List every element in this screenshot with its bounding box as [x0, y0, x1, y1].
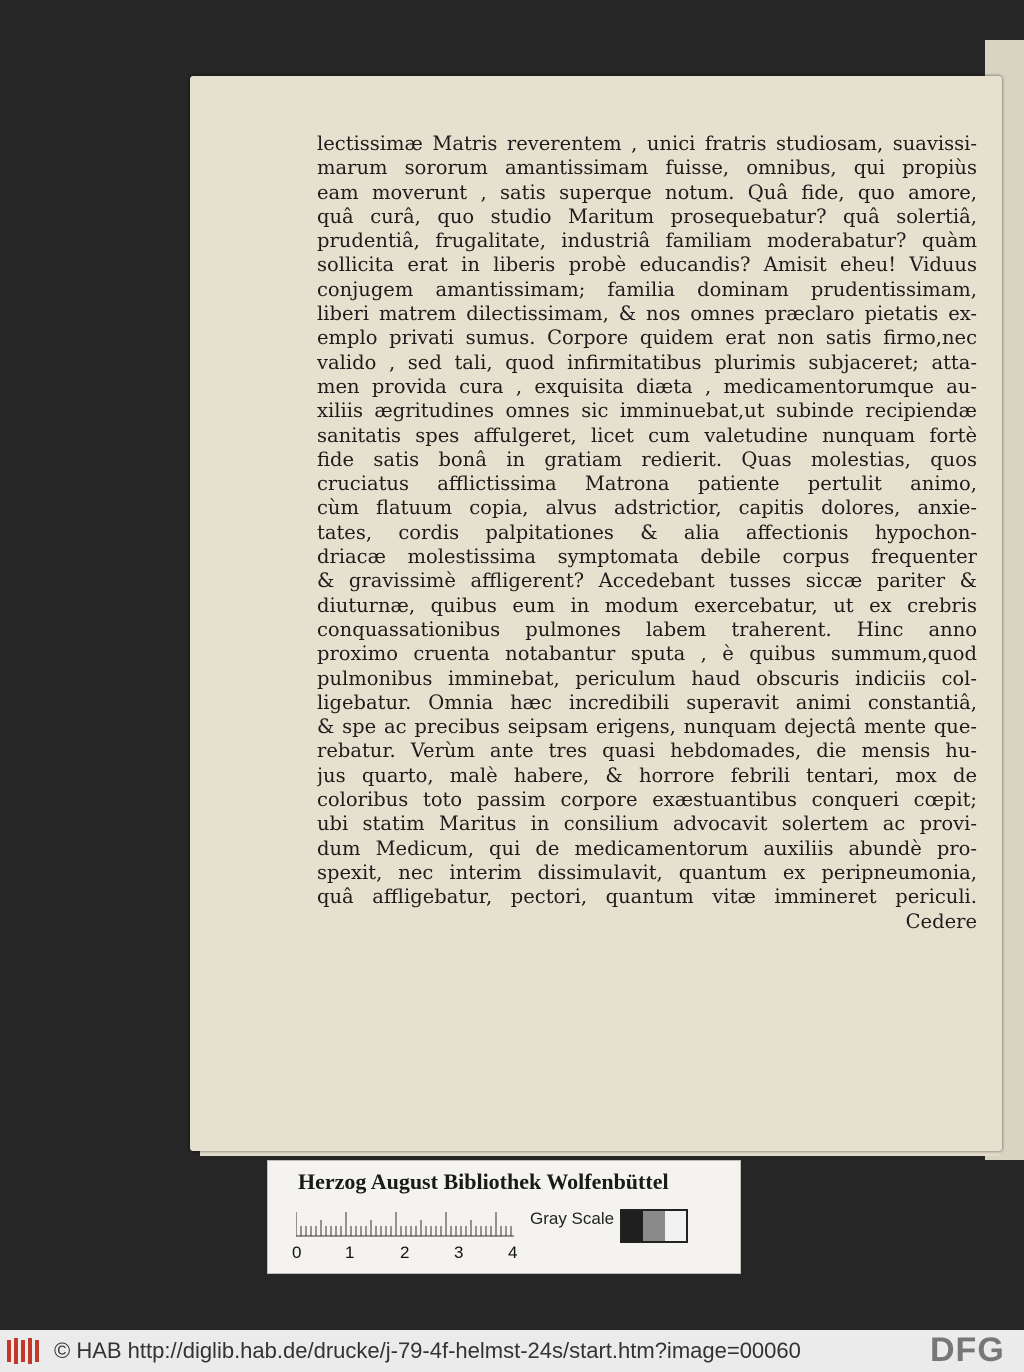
- ruler-number: 3: [454, 1243, 464, 1262]
- text-line: spexit, nec interim dissimulavit, quantum ex peripneumonia,: [317, 860, 977, 884]
- text-line: pulmonibus imminebat, periculum haud obscuris indiciis col-: [317, 666, 977, 690]
- library-name: Herzog August Bibliothek Wolfenbüttel: [298, 1169, 669, 1194]
- text-line: conquassationibus pulmones labem traherent. Hinc anno: [317, 617, 977, 641]
- text-line: jus quarto, malè habere, & horrore febrili tentari, mox de: [317, 763, 977, 787]
- source-url-text: © HAB http://diglib.hab.de/drucke/j-79-4f-helmst-24s/start.htm?image=00060: [54, 1338, 801, 1363]
- catchword: Cedere: [905, 909, 977, 933]
- text-line: sanitatis spes affulgeret, licet cum valetudine nunquam fortè: [317, 423, 977, 447]
- ruler-numbers: [292, 1243, 532, 1263]
- text-line: prudentiâ, frugalitate, industriâ familiam moderabatur? quàm: [317, 229, 977, 253]
- text-line: valido , sed tali, quod infirmitatibus plurimis subjaceret; atta-: [317, 350, 977, 374]
- ruler-number: 1: [345, 1243, 355, 1262]
- dfg-logo: DFG: [930, 1331, 1005, 1369]
- text-line: quâ curâ, quo studio Maritum prosequebatur? quâ solertiâ,: [317, 204, 977, 228]
- text-line: conjugem amantissimam; familia dominam prudentissimam,: [317, 277, 977, 301]
- text-line: cruciatus afflictissima Matrona patiente pertulit animo,: [317, 472, 977, 496]
- text-line: tates, cordis palpitationes & alia affectionis hypochon-: [317, 520, 977, 544]
- color-reference-card: [267, 1160, 741, 1274]
- text-line: dum Medicum, qui de medicamentorum auxiliis abundè pro-: [317, 836, 977, 860]
- gray-patch-black: [622, 1211, 643, 1241]
- text-line: proximo cruenta notabantur sputa , è quibus summum,quod: [317, 642, 977, 666]
- gray-patch-mid: [643, 1211, 664, 1241]
- text-line: emplo privati sumus. Corpore quidem erat non satis firmo,nec: [317, 326, 977, 350]
- text-line: coloribus toto passim corpore exæstuantibus conqueri cœpit;: [317, 788, 977, 812]
- gray-scale-label: Gray Scale: [530, 1209, 615, 1228]
- text-line: men provida cura , exquisita diæta , medicamentorumque au-: [317, 374, 977, 398]
- text-line: & spe ac precibus seipsam erigens, nunquam dejectâ mente que-: [317, 715, 977, 739]
- text-line: cùm flatuum copia, alvus adstrictior, capitis dolores, anxie-: [317, 496, 977, 520]
- hab-logo-icon: [6, 1336, 44, 1366]
- gray-patch-white: [665, 1211, 686, 1241]
- ruler-number: 0: [292, 1243, 302, 1262]
- text-line: diuturnæ, quibus eum in modum exercebatur, ut ex crebris: [317, 593, 977, 617]
- ruler-number: 4: [508, 1243, 518, 1262]
- text-line: sollicita erat in liberis probè educandis? Amisit eheu! Viduus: [317, 253, 977, 277]
- text-line: marum sororum amantissimam fuisse, omnibus, qui propiùs: [317, 156, 977, 180]
- text-line: rebatur. Verùm ante tres quasi hebdomades, die mensis hu-: [317, 739, 977, 763]
- ruler-number: 2: [400, 1243, 410, 1262]
- text-line: quâ affligebatur, pectori, quantum vitæ immineret periculi.: [317, 885, 977, 909]
- ruler-scale: [296, 1209, 514, 1237]
- gray-scale-swatch: [620, 1209, 688, 1243]
- text-line: liberi matrem dilectissimam, & nos omnes præclaro pietatis ex-: [317, 302, 977, 326]
- text-line: ubi statim Maritus in consilium advocavit solertem ac provi-: [317, 812, 977, 836]
- text-line: & gravissimè affligerent? Accedebant tusses siccæ pariter &: [317, 569, 977, 593]
- text-line: eam moverunt , satis superque notum. Quâ fide, quo amore,: [317, 180, 977, 204]
- text-line: fide satis bonâ in gratiam redierit. Quas molestias, quos: [317, 447, 977, 471]
- text-line: driacæ molestissima symptomata debile corpus frequenter: [317, 545, 977, 569]
- text-line: xiliis ægritudines omnes sic imminuebat,ut subinde recipiendæ: [317, 399, 977, 423]
- text-line: lectissimæ Matris reverentem , unici fratris studiosam, suavissi-: [317, 132, 977, 155]
- page-text-block: [317, 132, 977, 934]
- text-line: ligebatur. Omnia hæc incredibili superavit animi constantiâ,: [317, 690, 977, 714]
